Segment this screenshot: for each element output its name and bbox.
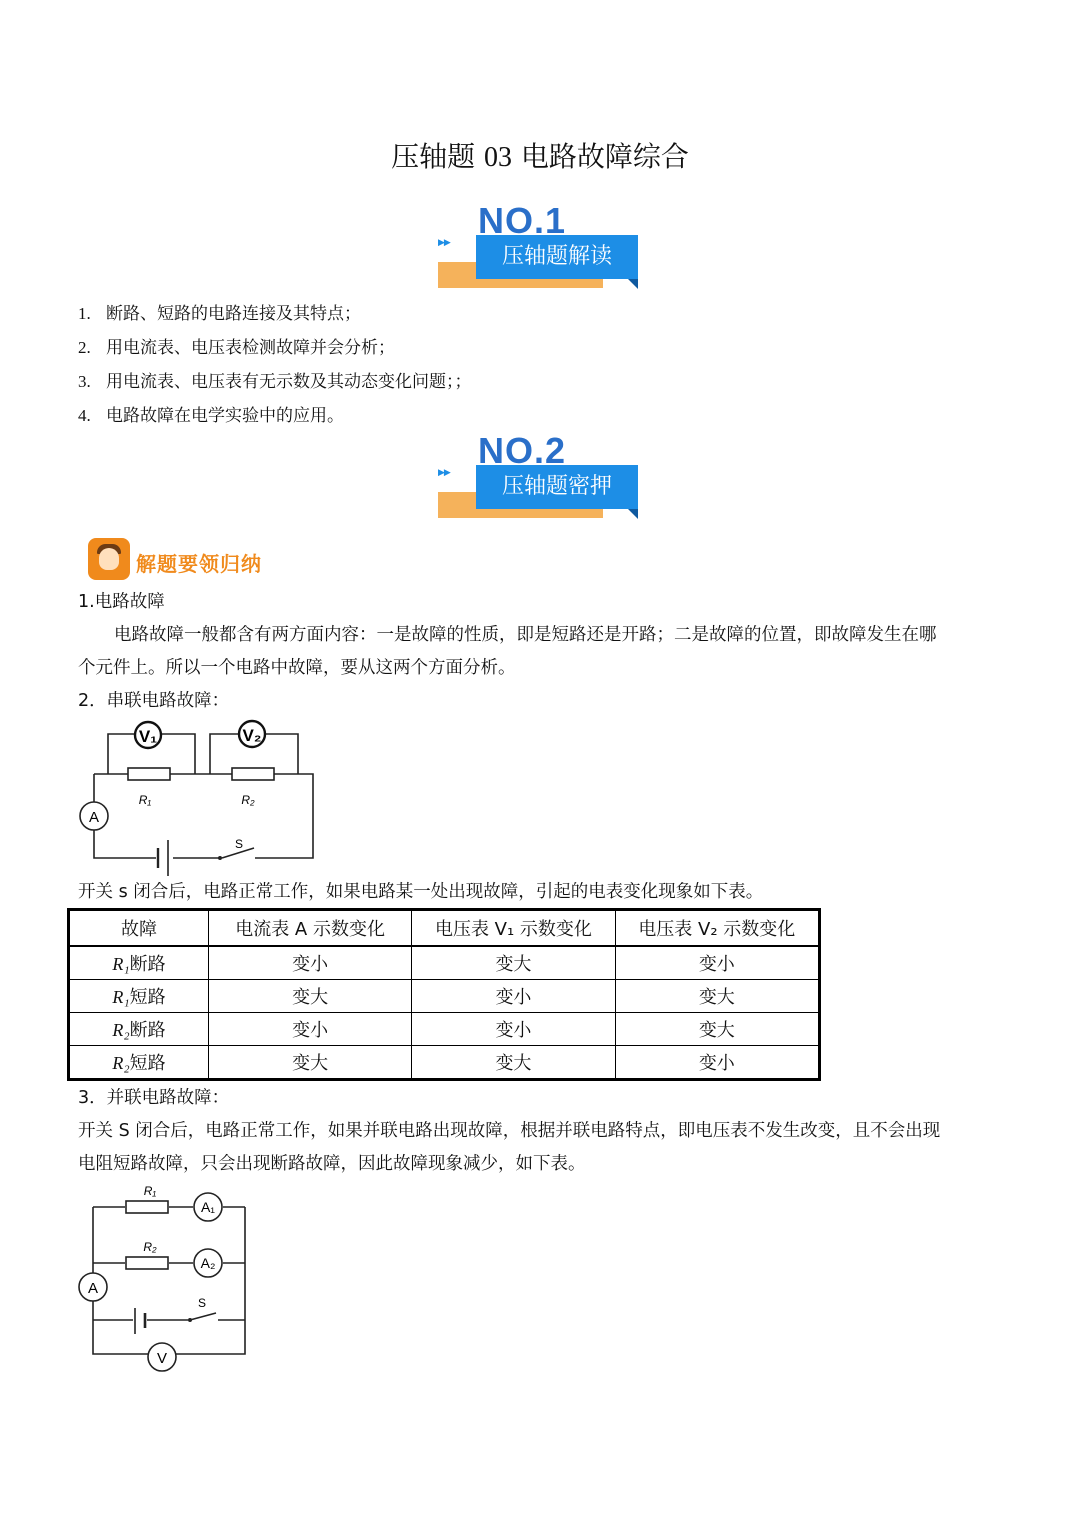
fault-cell: R₁短路 [69, 980, 209, 1013]
list-item: 3. 用电流表、电压表有无示数及其动态变化问题；； [78, 372, 472, 392]
v2-label: V₂ [242, 726, 262, 745]
r2-label: R₂ [143, 1240, 157, 1254]
table-header-row [69, 910, 820, 947]
table-header: 故障 [69, 910, 209, 947]
series-circuit-diagram [70, 712, 330, 877]
table-cell: 变小 [615, 946, 819, 980]
table-cell: 变小 [412, 1013, 615, 1046]
table-row [69, 980, 820, 1013]
ammeter-label: A [87, 1280, 99, 1297]
table-cell: 变大 [615, 980, 819, 1013]
banner-no2 [438, 430, 642, 522]
table-cell: 变小 [412, 980, 615, 1013]
table-cell: 变大 [412, 1046, 615, 1080]
banner-fold [628, 279, 638, 289]
table-row [69, 1013, 820, 1046]
section3-heading: 3．并联电路故障： [78, 1088, 230, 1108]
title-prefix: 压轴题 [391, 140, 476, 173]
r2-label: R₂ [241, 793, 255, 807]
banner-label: 压轴题密押 [476, 465, 638, 509]
table-cell: 变大 [412, 946, 615, 980]
table-row [69, 1046, 820, 1080]
resistor-r2 [126, 1257, 168, 1269]
banner-fold [628, 509, 638, 519]
interpretation-list [78, 297, 472, 433]
page-title [0, 135, 1080, 175]
title-main: 电路故障综合 [520, 140, 689, 173]
v1-label: V₁ [138, 727, 158, 746]
list-item: 2. 用电流表、电压表检测故障并会分析； [78, 338, 395, 358]
table-cell: 变大 [208, 1046, 411, 1080]
table-cell: 变大 [615, 1013, 819, 1046]
fault-cell: R₂短路 [69, 1046, 209, 1080]
table-cell: 变小 [208, 946, 411, 980]
fault-cell: R₁断路 [69, 946, 209, 980]
list-item: 4. 电路故障在电学实验中的应用。 [78, 406, 344, 426]
list-item: 1. 断路、短路的电路连接及其特点； [78, 304, 361, 324]
table-row [69, 946, 820, 980]
r1-label: R₁ [138, 793, 152, 807]
switch-label: S [197, 1296, 207, 1310]
badge-label: 解题要领归纳 [136, 552, 262, 576]
ammeter-label: A [88, 809, 100, 826]
table-header: 电压表 V₂ 示数变化 [615, 910, 819, 947]
section1-paragraph-line2: 个元件上。所以一个电路中故障，要从这两个方面分析。 [78, 658, 516, 678]
banner-no1 [438, 200, 642, 292]
table-cell: 变小 [615, 1046, 819, 1080]
section2-heading: 2．串联电路故障： [78, 691, 230, 711]
a2-label: A₂ [200, 1255, 216, 1271]
teacher-icon [88, 538, 130, 580]
fault-cell: R₂断路 [69, 1013, 209, 1046]
banner-number: NO.1 [478, 200, 567, 241]
section1-heading: 1.电路故障 [78, 592, 165, 612]
title-number: 03 [484, 142, 512, 173]
banner-label: 压轴题解读 [476, 235, 638, 279]
series-fault-table [67, 908, 821, 1081]
arrow-icon: ▶▶ [438, 468, 450, 478]
table-header: 电压表 V₁ 示数变化 [412, 910, 615, 947]
section1-paragraph-line1: 电路故障一般都含有两方面内容：一是故障的性质，即是短路还是开路；二是故障的位置，即故障发生在哪 [114, 625, 937, 645]
a1-label: A₁ [200, 1199, 216, 1215]
table-cell: 变小 [208, 1013, 411, 1046]
section2-intro: 开关 s 闭合后，电路正常工作，如果电路某一处出现故障，引起的电表变化现象如下表。 [78, 882, 764, 902]
table-header: 电流表 A 示数变化 [208, 910, 411, 947]
resistor-r1 [126, 1201, 168, 1213]
banner-number: NO.2 [478, 430, 567, 471]
parallel-circuit-diagram [70, 1180, 260, 1375]
switch-label: S [234, 837, 244, 851]
voltmeter-label: V [156, 1350, 168, 1367]
section3-paragraph-line2: 电阻短路故障，只会出现断路故障，因此故障现象减少，如下表。 [78, 1154, 586, 1174]
section3-paragraph-line1: 开关 S 闭合后，电路正常工作，如果并联电路出现故障，根据并联电路特点，即电压表不发生改变，且不会出现 [78, 1121, 941, 1141]
table-cell: 变大 [208, 980, 411, 1013]
resistor-r1 [128, 768, 170, 780]
r1-label: R₁ [143, 1184, 157, 1198]
arrow-icon: ▶▶ [438, 238, 450, 248]
resistor-r2 [232, 768, 274, 780]
